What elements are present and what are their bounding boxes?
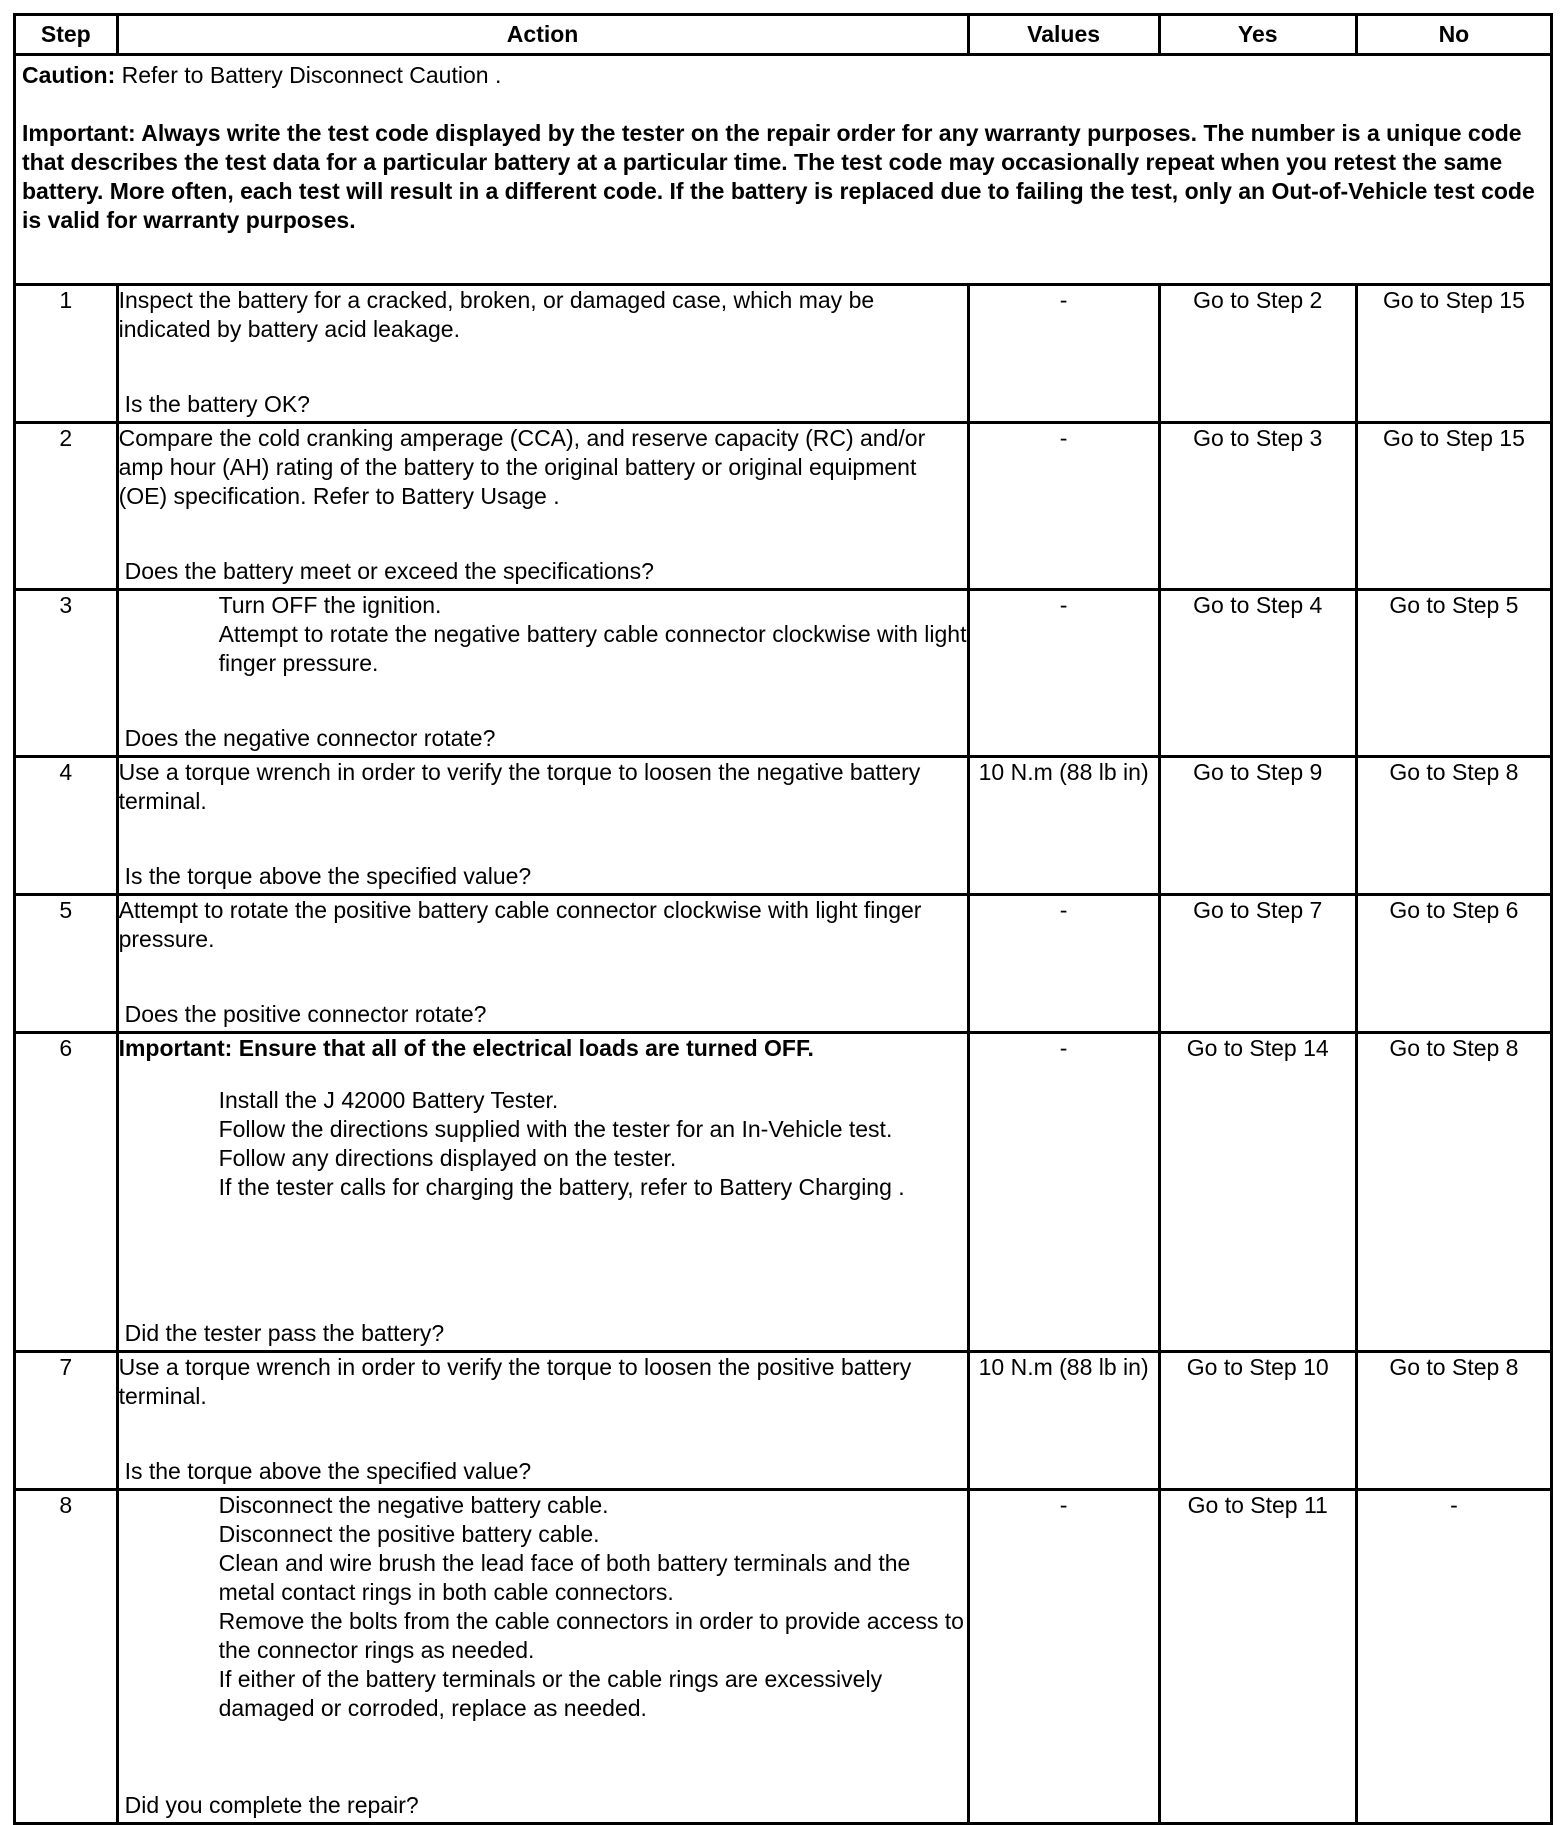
diagnostic-table <box>13 13 1553 1825</box>
action-line: If the tester calls for charging the battery, refer to Battery Charging . <box>218 1174 905 1200</box>
action-line: Use a torque wrench in order to verify the torque to loosen the negative battery terminal. <box>118 759 921 814</box>
action-cell <box>117 1490 968 1824</box>
header-no: No <box>1356 15 1551 55</box>
action-body <box>119 1353 967 1411</box>
action-line: Turn OFF the ignition. <box>218 592 442 618</box>
action-question: Is the torque above the specified value? <box>124 863 532 889</box>
step-number: 6 <box>15 1033 118 1352</box>
action-line: Follow the directions supplied with the tester for an In-Vehicle test. <box>218 1116 893 1142</box>
yes-cell: Go to Step 7 <box>1159 895 1356 1033</box>
table-row <box>15 895 1552 1033</box>
step-number: 7 <box>15 1352 118 1490</box>
action-line: Inspect the battery for a cracked, broken, or damaged case, which may be indicated by battery acid leakage. <box>118 287 875 342</box>
action-cell <box>117 1033 968 1352</box>
yes-cell: Go to Step 11 <box>1159 1490 1356 1824</box>
intro-spacer <box>22 90 1544 119</box>
table-row <box>15 1033 1552 1352</box>
action-body <box>119 286 967 344</box>
action-cell <box>117 1352 968 1490</box>
values-cell: 10 N.m (88 lb in) <box>968 1352 1159 1490</box>
header-yes: Yes <box>1159 15 1356 55</box>
action-line: Use a torque wrench in order to verify the torque to loosen the positive battery terminal. <box>118 1354 912 1409</box>
table-row <box>15 757 1552 895</box>
action-body <box>119 758 967 816</box>
no-cell: Go to Step 5 <box>1356 590 1551 757</box>
action-body <box>119 591 967 678</box>
no-cell: - <box>1356 1490 1551 1824</box>
action-line: Compare the cold cranking amperage (CCA), and reserve capacity (RC) and/or amp hour (AH) rating of the battery to the original battery or original equipment (OE) specification. Refer to Battery Usage . <box>118 425 926 509</box>
values-cell: - <box>968 285 1159 423</box>
yes-cell: Go to Step 4 <box>1159 590 1356 757</box>
action-cell <box>117 590 968 757</box>
table-row <box>15 590 1552 757</box>
values-cell: - <box>968 1033 1159 1352</box>
step-number: 5 <box>15 895 118 1033</box>
values-cell: - <box>968 423 1159 590</box>
action-line: Install the J 42000 Battery Tester. <box>218 1087 559 1113</box>
action-line: Follow any directions displayed on the tester. <box>218 1145 677 1171</box>
action-question: Does the positive connector rotate? <box>124 1001 487 1027</box>
step-number: 4 <box>15 757 118 895</box>
yes-cell: Go to Step 14 <box>1159 1033 1356 1352</box>
values-cell: - <box>968 590 1159 757</box>
action-line: If either of the battery terminals or the cable rings are excessively damaged or corroded, replace as needed. <box>218 1666 883 1721</box>
step-number: 1 <box>15 285 118 423</box>
header-values: Values <box>968 15 1159 55</box>
action-question: Is the torque above the specified value? <box>124 1458 532 1484</box>
action-body <box>119 1491 967 1723</box>
action-body <box>119 896 967 954</box>
action-question: Does the battery meet or exceed the specifications? <box>124 558 654 584</box>
step-important-note: Important: Ensure that all of the electrical loads are turned OFF. <box>118 1035 814 1061</box>
no-cell: Go to Step 15 <box>1356 423 1551 590</box>
yes-cell: Go to Step 9 <box>1159 757 1356 895</box>
no-cell: Go to Step 8 <box>1356 1033 1551 1352</box>
values-cell: - <box>968 895 1159 1033</box>
action-cell <box>117 895 968 1033</box>
action-line: Disconnect the negative battery cable. <box>218 1492 609 1518</box>
caution-text: Refer to Battery Disconnect Caution . <box>115 62 502 88</box>
step-number: 8 <box>15 1490 118 1824</box>
step-number: 2 <box>15 423 118 590</box>
yes-cell: Go to Step 10 <box>1159 1352 1356 1490</box>
header-action: Action <box>117 15 968 55</box>
no-cell: Go to Step 8 <box>1356 1352 1551 1490</box>
action-cell <box>117 285 968 423</box>
action-body <box>119 1034 967 1202</box>
table-header-row <box>15 15 1552 55</box>
action-question: Does the negative connector rotate? <box>124 725 496 751</box>
caution-label: Caution: <box>22 62 116 88</box>
no-cell: Go to Step 6 <box>1356 895 1551 1033</box>
intro-cell <box>15 55 1552 285</box>
intro-row <box>15 55 1552 285</box>
important-note: Important: Always write the test code displayed by the tester on the repair order for any warranty purposes. The number is a unique code that describes the test data for a particular battery at a particular time. The test code may occasionally repeat when you retest the same battery. More often, each test will result in a different code. If the battery is replaced due to failing the test, only an Out-of-Vehicle test code is valid for warranty purposes. <box>22 120 1535 233</box>
action-line: Remove the bolts from the cable connectors in order to provide access to the connector rings as needed. <box>218 1608 964 1663</box>
action-body <box>119 424 967 511</box>
yes-cell: Go to Step 3 <box>1159 423 1356 590</box>
action-question: Did the tester pass the battery? <box>124 1320 445 1346</box>
no-cell: Go to Step 8 <box>1356 757 1551 895</box>
action-line: Clean and wire brush the lead face of both battery terminals and the metal contact rings in both cable connectors. <box>218 1550 911 1605</box>
action-line: Attempt to rotate the positive battery cable connector clockwise with light finger pressure. <box>118 897 922 952</box>
yes-cell: Go to Step 2 <box>1159 285 1356 423</box>
header-step: Step <box>15 15 118 55</box>
action-line: Disconnect the positive battery cable. <box>218 1521 600 1547</box>
no-cell: Go to Step 15 <box>1356 285 1551 423</box>
action-cell <box>117 423 968 590</box>
table-row <box>15 1352 1552 1490</box>
table-row <box>15 285 1552 423</box>
caution-note <box>22 61 1544 90</box>
table-row <box>15 423 1552 590</box>
step-number: 3 <box>15 590 118 757</box>
action-question: Is the battery OK? <box>124 391 310 417</box>
values-cell: 10 N.m (88 lb in) <box>968 757 1159 895</box>
action-line: Attempt to rotate the negative battery cable connector clockwise with light finger pressure. <box>218 621 967 676</box>
values-cell: - <box>968 1490 1159 1824</box>
action-question: Did you complete the repair? <box>124 1792 419 1818</box>
table-row <box>15 1490 1552 1824</box>
action-cell <box>117 757 968 895</box>
